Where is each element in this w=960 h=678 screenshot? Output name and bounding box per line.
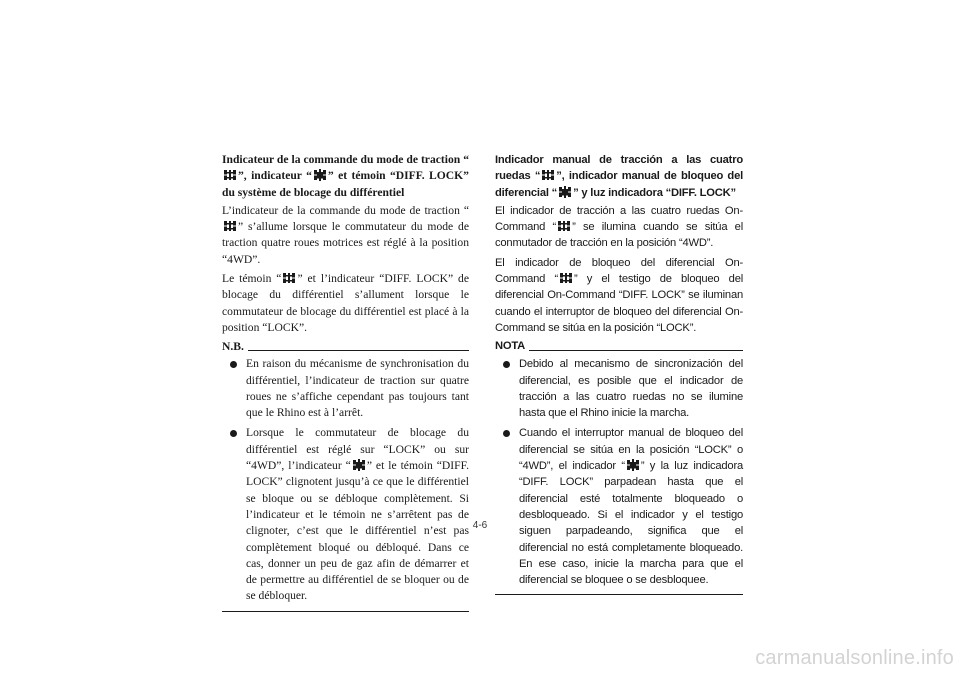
watermark-text: carmanualsonline.info [755, 647, 954, 669]
french-column [222, 152, 469, 612]
note-header-es [495, 340, 743, 353]
four-wheel-drive-icon [558, 219, 570, 233]
four-wheel-drive-icon [283, 271, 295, 285]
bullet-icon [230, 361, 237, 368]
paragraph-diff-lock-es: El indicador de bloqueo del diferencial On-Command “ ” y el testigo de bloqueo del diferencial On-Command “DIFF. LOCK” se iluminan cuando el interruptor de bloqueo del diferencial On-Command se sitúa en la posición “LOCK”. [495, 256, 744, 334]
diff-lock-icon [559, 185, 571, 199]
section-heading-fr: Indicateur de la commande du mode de traction “ ”, indicateur “ ” et témoin “DIFF. LOCK” du système de blocage du différentiel [222, 153, 469, 199]
page-number: 4-6 [472, 520, 488, 531]
note-bullet-2-fr: Lorsque le commutateur de blocage du différentiel est réglé sur “LOCK” ou sur “4WD”, l’indicateur “ ” et le témoin “DIFF. LOCK” clignotent jusqu’à ce que le différentiel se bloque ou se débloque complètement. Si l’indicateur et le témoin ne s’arrêtent pas de clignoter, c’est que le différentiel n’est pas complètement bloqué ou débloqué. Dans ce cas, donner un peu de gaz afin de démarrer et de permettre au différentiel de se bloquer ou de se débloquer. [222, 425, 469, 604]
four-wheel-drive-icon [542, 168, 554, 182]
note-bullet-1-es: Debido al mecanismo de sincronización del diferencial, es posible que el indicador de tracción a las cuatro ruedas no se ilumine hasta que el Rhino inicie la marcha. [495, 356, 743, 421]
four-wheel-drive-icon [560, 271, 572, 285]
note-bullet-1-fr: En raison du mécanisme de synchronisation du différentiel, l’indicateur de traction sur quatre roues ne s’affiche cependant pas toujours tant que le Rhino est à l’arrêt. [222, 356, 469, 421]
paragraph-diff-lock-fr: Le témoin “ ” et l’indicateur “DIFF. LOCK” de blocage du différentiel s’allument lorsque le commutateur de blocage du différentiel est placé à la position “LOCK”. [222, 272, 469, 334]
note-bullet-2-es: Cuando el interruptor manual de bloqueo del diferencial se sitúa en la posición “LOCK” o “4WD”, el indicador “ ” y la luz indicadora “DIFF. LOCK” parpadean hasta que el diferencial esté totalmente bloqueado o desbloqueado. Si el indicador y el testigo siguen parpadeando, significa que el diferencial no está completamente bloqueado. En ese caso, inicie la marcha para que el diferencial se bloquee o se desbloquee. [495, 425, 743, 588]
bullet-icon [503, 430, 510, 437]
diff-lock-icon [314, 168, 326, 182]
four-wheel-drive-icon [224, 219, 236, 233]
note-label-fr: N.B. [222, 340, 244, 354]
diff-lock-icon [353, 458, 365, 472]
note-end-rule-es [495, 594, 743, 595]
section-heading-es: Indicador manual de tracción a las cuatro ruedas “ ”, indicador manual de bloqueo del diferencial “ ” y luz indicadora “DIFF. LOCK” [495, 154, 743, 199]
note-divider-es [529, 350, 743, 351]
bullet-icon [503, 361, 510, 368]
four-wheel-drive-icon [224, 168, 236, 182]
paragraph-4wd-indicator-fr: L’indicateur de la commande du mode de traction “ ” s’allume lorsque le commutateur du mode de traction quatre roues motrices est réglé à la position “4WD”. [222, 203, 469, 266]
note-end-rule-fr [222, 611, 469, 612]
diff-lock-icon [627, 458, 639, 472]
spanish-column [495, 152, 743, 595]
note-divider-fr [248, 350, 469, 351]
note-label-es: NOTA [495, 340, 526, 353]
bullet-icon [230, 430, 237, 437]
paragraph-4wd-indicator-es: El indicador de tracción a las cuatro ruedas On-Command “ ” se ilumina cuando se sitúa el conmutador de tracción en la posición “4WD”. [495, 204, 743, 250]
note-header-fr [222, 340, 469, 353]
